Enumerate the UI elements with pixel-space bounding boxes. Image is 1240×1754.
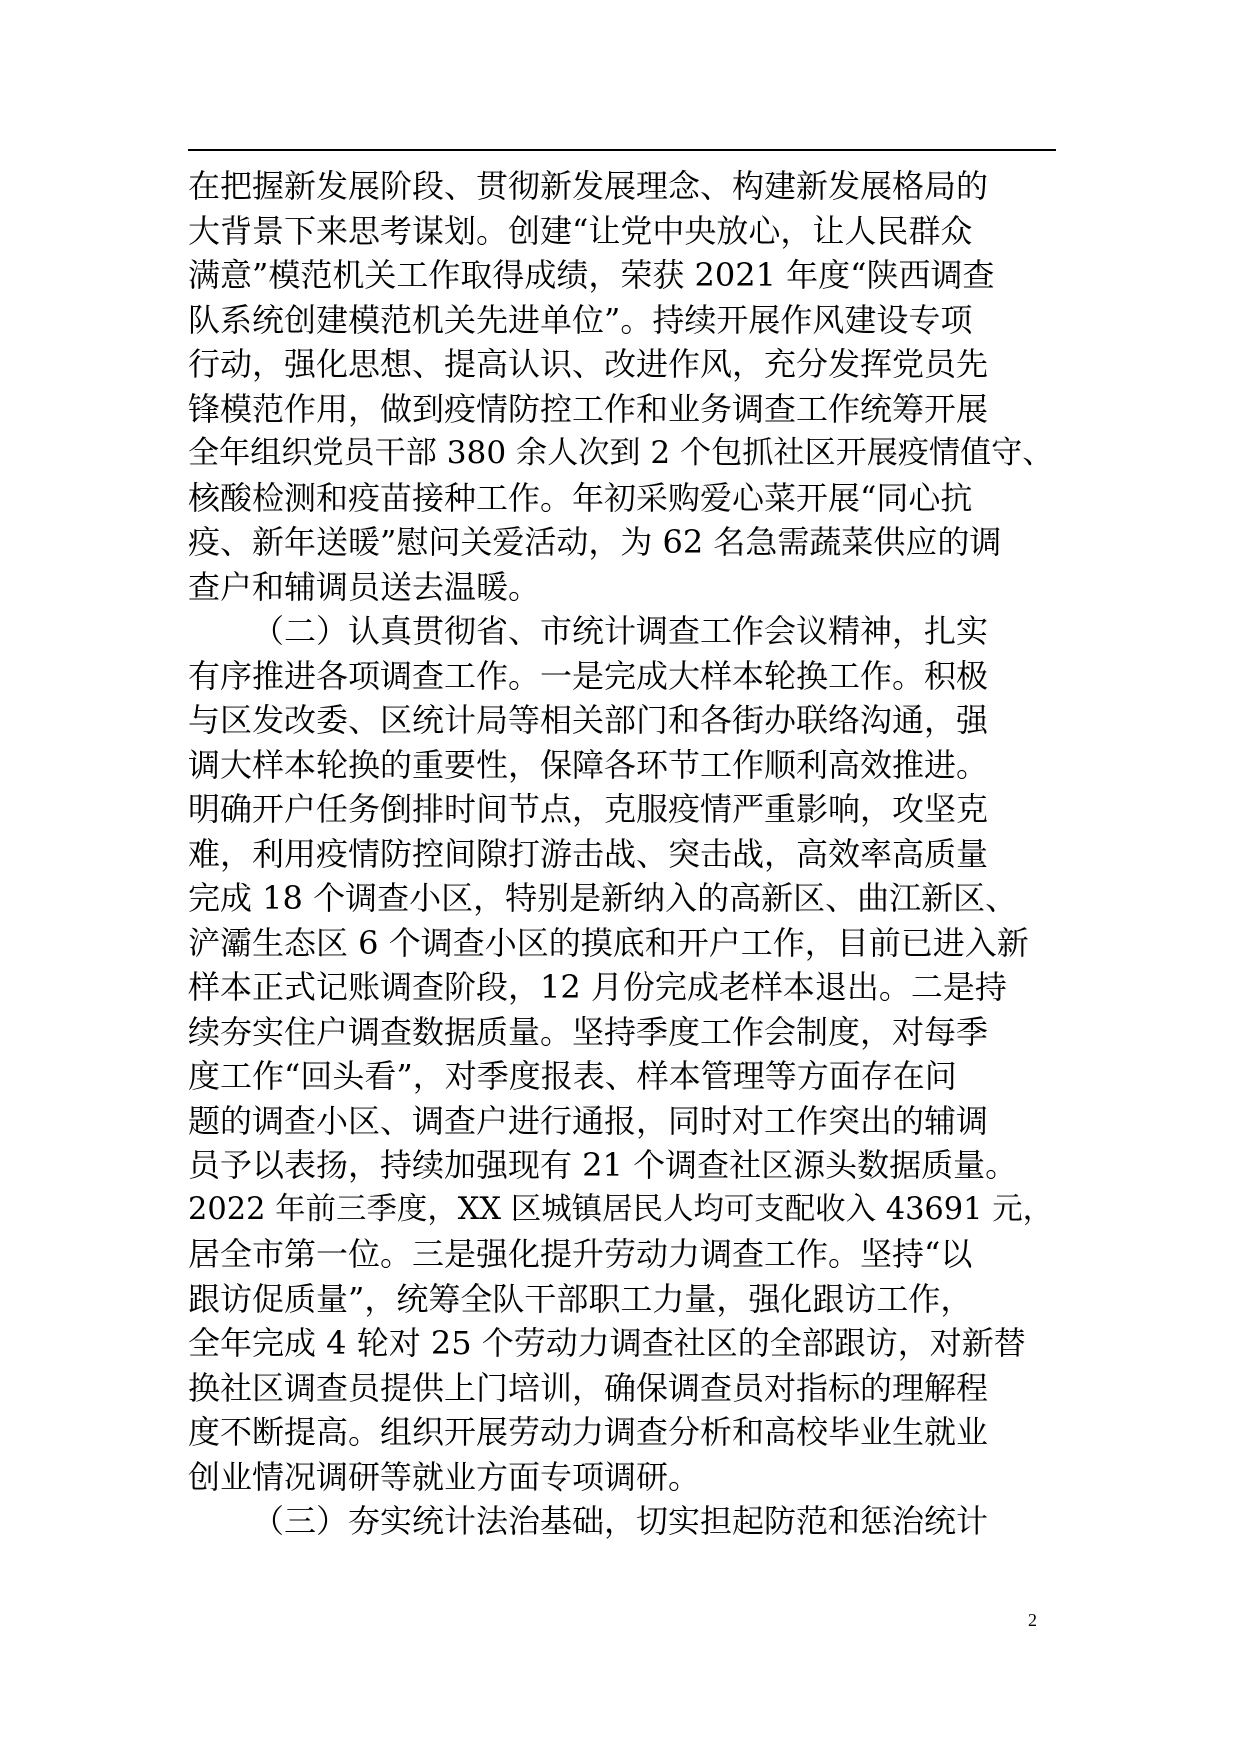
text-line: 完成 18 个调查小区，特别是新纳入的高新区、曲江新区、: [188, 879, 1018, 917]
text-line: 员予以表扬，持续加强现有 21 个调查社区源头数据质量。: [188, 1146, 1018, 1184]
page-number: 2: [1028, 1610, 1037, 1630]
text-line: 疫、新年送暖”慰问关爱活动，为 62 名急需蔬菜供应的调: [188, 523, 1002, 561]
text-line: 与区发改委、区统计局等相关部门和各街办联络沟通，强: [188, 701, 989, 739]
text-line: 浐灞生态区 6 个调查小区的摸底和开户工作，目前已进入新: [188, 923, 1029, 962]
text-line: 全年组织党员干部 380 余人次到 2 个包抓社区开展疫情值守、: [188, 435, 1054, 471]
text-line: 全年完成 4 轮对 25 个劳动力调查社区的全部跟访，对新替: [188, 1324, 1026, 1362]
text-line: 满意”模范机关工作取得成绩，荣获 2021 年度“陕西调查: [188, 256, 995, 294]
text-line: 居全市第一位。三是强化提升劳动力调查工作。坚持“以: [188, 1235, 973, 1273]
text-line: 续夯实住户调查数据质量。坚持季度工作会制度，对每季: [188, 1012, 989, 1051]
text-line: 度不断提高。组织开展劳动力调查分析和高校毕业生就业: [188, 1413, 989, 1451]
text-line: 样本正式记账调查阶段，12 月份完成老样本退出。二是持: [188, 968, 1007, 1006]
body-text: [188, 164, 1058, 1544]
text-line: 队系统创建模范机关先进单位”。持续开展作风建设专项: [188, 300, 973, 339]
text-line: 难，利用疫情防控间隙打游击战、突击战，高效率高质量: [188, 834, 989, 873]
text-line: 明确开户任务倒排时间节点，克服疫情严重影响，攻坚克: [188, 790, 989, 828]
text-line: 调大样本轮换的重要性，保障各环节工作顺利高效推进。: [188, 745, 989, 784]
header-rule: [188, 149, 1056, 151]
text-line: 在把握新发展阶段、贯彻新发展理念、构建新发展格局的: [188, 167, 989, 205]
paragraph-start-line: （二）认真贯彻省、市统计调查工作会议精神，扎实: [252, 612, 989, 650]
text-line: 查户和辅调员送去温暖。: [188, 567, 541, 606]
text-line: 大背景下来思考谋划。创建“让党中央放心，让人民群众: [188, 211, 973, 250]
text-line: 有序推进各项调查工作。一是完成大样本轮换工作。积极: [188, 656, 989, 695]
text-line: 2022 年前三季度，XX 区城镇居民人均可支配收入 43691 元，: [188, 1191, 1054, 1227]
text-line: 跟访促质量”，统筹全队干部职工力量，强化跟访工作，: [188, 1279, 973, 1318]
text-line: 锋模范作用，做到疫情防控工作和业务调查工作统筹开展: [188, 389, 989, 428]
text-line: 创业情况调研等就业方面专项调研。: [188, 1457, 701, 1496]
text-line: 换社区调查员提供上门培训，确保调查员对指标的理解程: [188, 1368, 989, 1407]
text-line: 度工作“回头看”，对季度报表、样本管理等方面存在问: [188, 1057, 957, 1095]
text-line: 核酸检测和疫苗接种工作。年初采购爱心菜开展“同心抗: [188, 478, 973, 517]
paragraph-start-line: （三）夯实统计法治基础，切实担起防范和惩治统计: [252, 1502, 989, 1540]
text-line: 行动，强化思想、提高认识、改进作风，充分发挥党员先: [188, 345, 989, 383]
text-line: 题的调查小区、调查户进行通报，同时对工作突出的辅调: [188, 1101, 989, 1140]
